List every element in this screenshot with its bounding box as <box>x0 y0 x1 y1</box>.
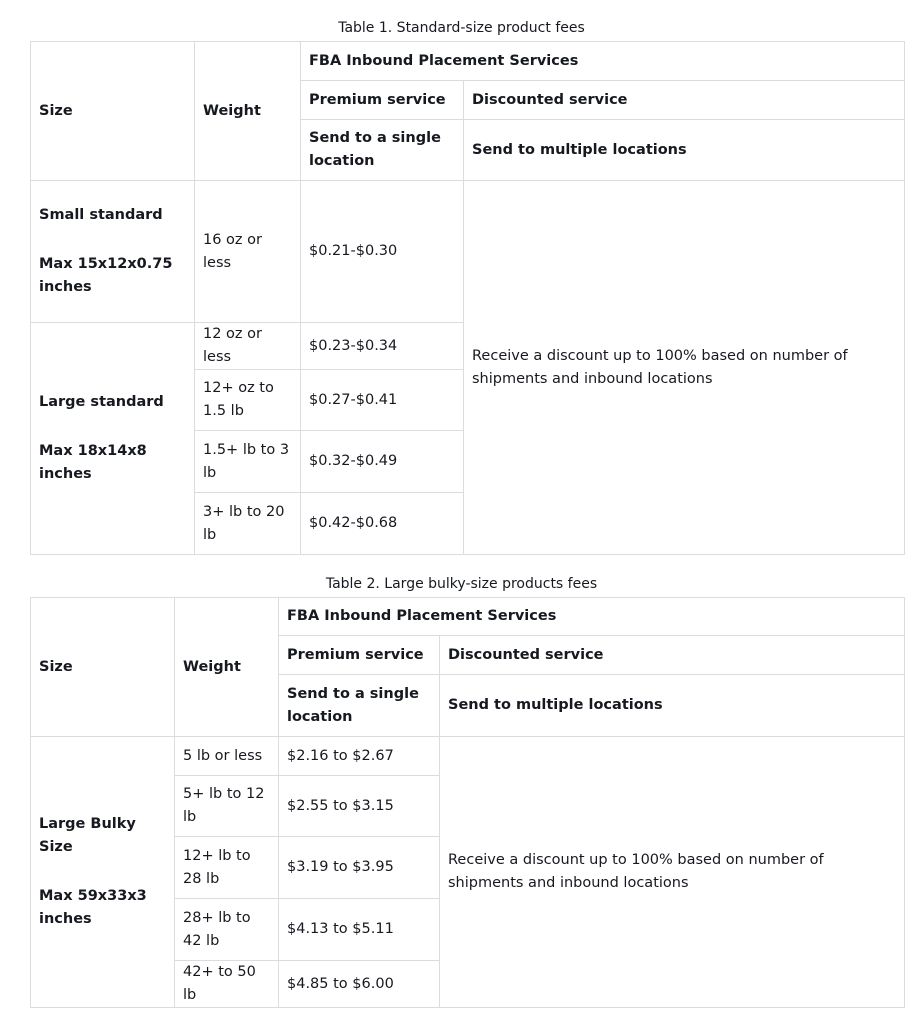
t1-header-group: FBA Inbound Placement Services <box>301 42 905 81</box>
t1-header-size: Size <box>31 42 195 181</box>
t2-large-bulky-max: Max 59x33x3 inches <box>39 888 147 927</box>
t1-row-fee: $0.42-$0.68 <box>301 493 464 555</box>
t1-header-multiple: Send to multiple locations <box>464 120 905 181</box>
t1-small-weight: 16 oz or less <box>195 181 301 323</box>
t1-large-standard-max: Max 18x14x8 inches <box>39 443 147 482</box>
t2-row-fee: $4.85 to $6.00 <box>279 961 440 1008</box>
t2-row-weight: 5 lb or less <box>175 737 279 776</box>
t2-large-bulky-name: Large Bulky Size <box>39 816 136 855</box>
t2-header-weight: Weight <box>175 598 279 737</box>
t1-header-single: Send to a single location <box>301 120 464 181</box>
t1-size-small-standard <box>31 181 195 323</box>
t2-row-weight: 5+ lb to 12 lb <box>175 776 279 837</box>
t2-row-weight: 28+ lb to 42 lb <box>175 899 279 961</box>
t1-row-weight: 12+ oz to 1.5 lb <box>195 370 301 431</box>
t1-discount-text: Receive a discount up to 100% based on number of shipments and inbound locations <box>464 181 905 555</box>
table2-large-bulky-fees <box>30 597 905 1008</box>
t2-header-multiple: Send to multiple locations <box>440 675 905 737</box>
t1-small-standard-name: Small standard <box>39 207 163 223</box>
t1-size-large-standard <box>31 323 195 555</box>
t2-header-discounted: Discounted service <box>440 636 905 675</box>
t2-row-fee: $2.16 to $2.67 <box>279 737 440 776</box>
t1-header-weight: Weight <box>195 42 301 181</box>
t1-header-premium: Premium service <box>301 81 464 120</box>
t1-row-fee: $0.32-$0.49 <box>301 431 464 493</box>
t1-row-weight: 3+ lb to 20 lb <box>195 493 301 555</box>
t1-row-fee: $0.23-$0.34 <box>301 323 464 370</box>
table1-caption: Table 1. Standard-size product fees <box>338 20 585 36</box>
t1-small-standard-max: Max 15x12x0.75 inches <box>39 256 173 295</box>
t2-row-fee: $4.13 to $5.11 <box>279 899 440 961</box>
table2-caption: Table 2. Large bulky-size products fees <box>325 576 598 592</box>
table1-standard-fees <box>30 41 905 555</box>
t2-row-weight: 42+ to 50 lb <box>175 961 279 1008</box>
t2-row-weight: 12+ lb to 28 lb <box>175 837 279 899</box>
t2-size-large-bulky <box>31 737 175 1008</box>
t2-header-single: Send to a single location <box>279 675 440 737</box>
t1-large-standard-name: Large standard <box>39 394 164 410</box>
t2-header-size: Size <box>31 598 175 737</box>
t1-row-weight: 12 oz or less <box>195 323 301 370</box>
t2-discount-text: Receive a discount up to 100% based on number of shipments and inbound locations <box>440 737 905 1008</box>
t2-header-group: FBA Inbound Placement Services <box>279 598 905 636</box>
t1-row-weight: 1.5+ lb to 3 lb <box>195 431 301 493</box>
t2-header-premium: Premium service <box>279 636 440 675</box>
t1-row-fee: $0.27-$0.41 <box>301 370 464 431</box>
t2-row-fee: $3.19 to $3.95 <box>279 837 440 899</box>
t1-small-fee: $0.21-$0.30 <box>301 181 464 323</box>
t2-row-fee: $2.55 to $3.15 <box>279 776 440 837</box>
t1-header-discounted: Discounted service <box>464 81 905 120</box>
